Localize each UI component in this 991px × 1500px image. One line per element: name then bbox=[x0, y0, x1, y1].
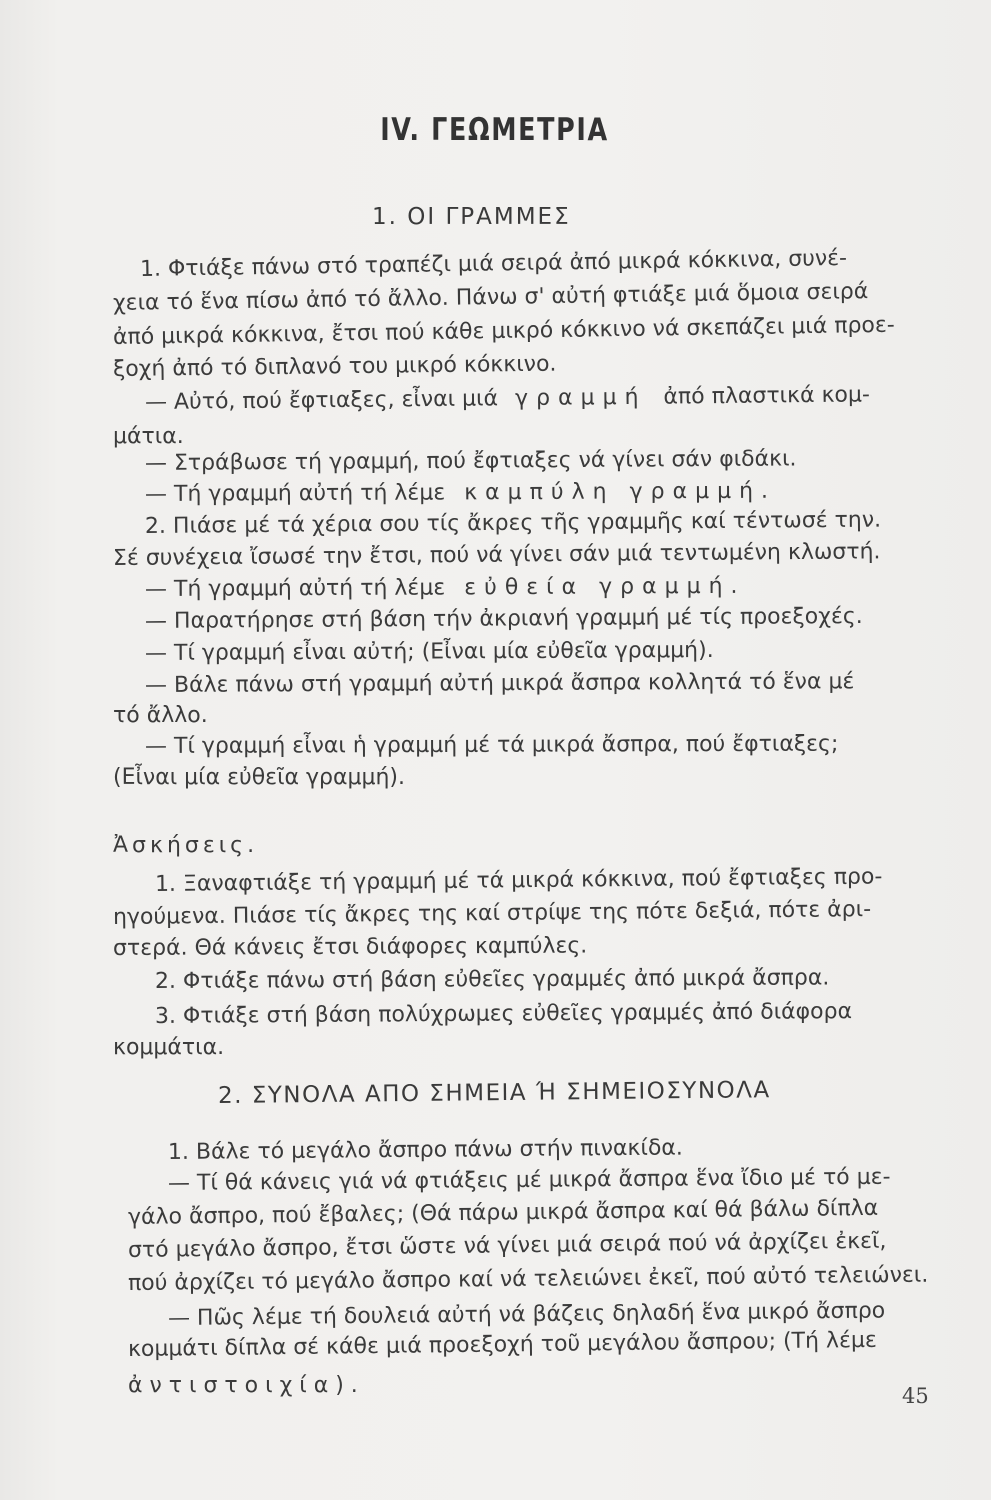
paragraph-line: ξοχή ἀπό τό διπλανό του μικρό κόκκινο. bbox=[112, 351, 557, 382]
section-title-point-sets: 2. ΣΥΝΟΛΑ ΑΠΟ ΣΗΜΕΙΑ Ή ΣΗΜΕΙΟΣΥΝΟΛΑ bbox=[217, 1077, 771, 1109]
spaced-term: γραμμή bbox=[514, 384, 647, 412]
exercise-line: κομμάτια. bbox=[113, 1035, 225, 1060]
exercises-heading: Ἀσκήσεις. bbox=[113, 833, 259, 858]
paragraph-line: 1. Βάλε τό μεγάλο ἄσπρο πάνω στήν πινακίδα. bbox=[167, 1135, 683, 1165]
text-run: — Αὐτό, πού ἔφτιαξες, εἶναι μιά bbox=[144, 386, 499, 415]
section-title-lines: 1. ΟΙ ΓΡΑΜΜΕΣ bbox=[372, 204, 571, 230]
paragraph-line: — Βάλε πάνω στή γραμμή αὐτή μικρά ἄσπρα κολλητά τό ἕνα μέ bbox=[144, 669, 855, 698]
exercise-line: ηγούμενα. Πιάσε τίς ἄκρες της καί στρίψε της πότε δεξιά, πότε ἀρι- bbox=[112, 897, 872, 930]
exercise-line: στερά. Θά κάνεις ἔτσι διάφορες καμπύλες. bbox=[112, 933, 588, 961]
paragraph-line: — Στράβωσε τή γραμμή, πού ἔφτιαξες νά γίνει σάν φιδάκι. bbox=[144, 446, 797, 476]
paragraph-line: γάλο ἄσπρο, πού ἔβαλες; (Θά πάρω μικρά ἄσπρα καί θά βάλω δίπλα bbox=[127, 1195, 879, 1230]
paragraph-line: Σέ συνέχεια ἴσωσέ την ἔτσι, πού νά γίνει σάν μιά τεντωμένη κλωστή. bbox=[112, 539, 881, 571]
exercise-line: 1. Ξαναφτιάξε τή γραμμή μέ τά μικρά κόκκινα, πού ἔφτιαξες προ- bbox=[154, 864, 883, 897]
text-run: ἀπό πλαστικά κομ- bbox=[663, 382, 871, 410]
spaced-term: καμπύλη γραμμή. bbox=[464, 478, 777, 506]
paragraph-line: 2. Πιάσε μέ τά χέρια σου τίς ἄκρες τῆς γραμμῆς καί τέντωσέ την. bbox=[144, 507, 882, 539]
paragraph-line: ἀντιστοιχία). bbox=[128, 1373, 365, 1398]
chapter-title: IV. ΓΕΩΜΕΤΡΙΑ bbox=[380, 112, 609, 148]
paragraph-line bbox=[145, 382, 870, 416]
paragraph-line: 1. Φτιάξε πάνω στό τραπέζι μιά σειρά ἀπό μικρά κόκκινα, συνέ- bbox=[139, 245, 848, 282]
paragraph-line: — Τί γραμμή εἶναι ἡ γραμμή μέ τά μικρά ἄσπρα, πού ἔφτιαξες; bbox=[144, 731, 839, 759]
text-run: — Τή γραμμή αὐτή τή λέμε bbox=[144, 480, 446, 507]
paragraph-line: κομμάτι δίπλα σέ κάθε μιά προεξοχή τοῦ μεγάλου ἄσπρου; (Τή λέμε bbox=[127, 1327, 877, 1362]
paragraph-line: — Πῶς λέμε τή δουλειά αὐτή νά βάζεις δηλαδή ἕνα μικρό ἄσπρο bbox=[167, 1298, 886, 1331]
paragraph-line: — Τί θά κάνεις γιά νά φτιάξεις μέ μικρά ἄσπρα ἕνα ἴδιο μέ τό με- bbox=[167, 1164, 891, 1196]
spaced-term: εὐθεία γραμμή. bbox=[464, 573, 746, 601]
exercise-line: 2. Φτιάξε πάνω στή βάση εὐθεῖες γραμμές ἀπό μικρά ἄσπρα. bbox=[154, 965, 830, 994]
paragraph-line: πού ἀρχίζει τό μεγάλο ἄσπρο καί νά τελειώνει ἐκεῖ, πού αὐτό τελειώνει. bbox=[127, 1262, 929, 1296]
paragraph-line: — Παρατήρησε στή βάση τήν ἀκριανή γραμμή μέ τίς προεξοχές. bbox=[144, 603, 863, 634]
paragraph-line bbox=[145, 574, 746, 603]
paragraph-line: ἀπό μικρά κόκκινα, ἔτσι πού κάθε μικρό κόκκινο νά σκεπάζει μιά προε- bbox=[112, 312, 895, 350]
paragraph-line: στό μεγάλο ἄσπρο, ἔτσι ὥστε νά γίνει μιά σειρά πού νά ἀρχίζει ἐκεῖ, bbox=[127, 1228, 887, 1263]
page-number: 45 bbox=[902, 1384, 929, 1408]
exercise-line: 3. Φτιάξε στή βάση πολύχρωμες εὐθεῖες γραμμές ἀπό διάφορα bbox=[154, 999, 853, 1029]
paragraph-line: (Εἶναι μία εὐθεῖα γραμμή). bbox=[113, 765, 406, 790]
paragraph-line bbox=[145, 479, 776, 508]
text-run: — Τή γραμμή αὐτή τή λέμε bbox=[144, 575, 446, 602]
paragraph-line: τό ἄλλο. bbox=[113, 703, 208, 728]
paragraph-line: χεια τό ἕνα πίσω ἀπό τό ἄλλο. Πάνω σ' αὐτή φτιάξε μιά ὅμοια σειρά bbox=[112, 279, 869, 316]
paragraph-line: μάτια. bbox=[113, 424, 184, 449]
paragraph-line: — Τί γραμμή εἶναι αὐτή; (Εἶναι μία εὐθεῖα γραμμή). bbox=[144, 638, 714, 666]
